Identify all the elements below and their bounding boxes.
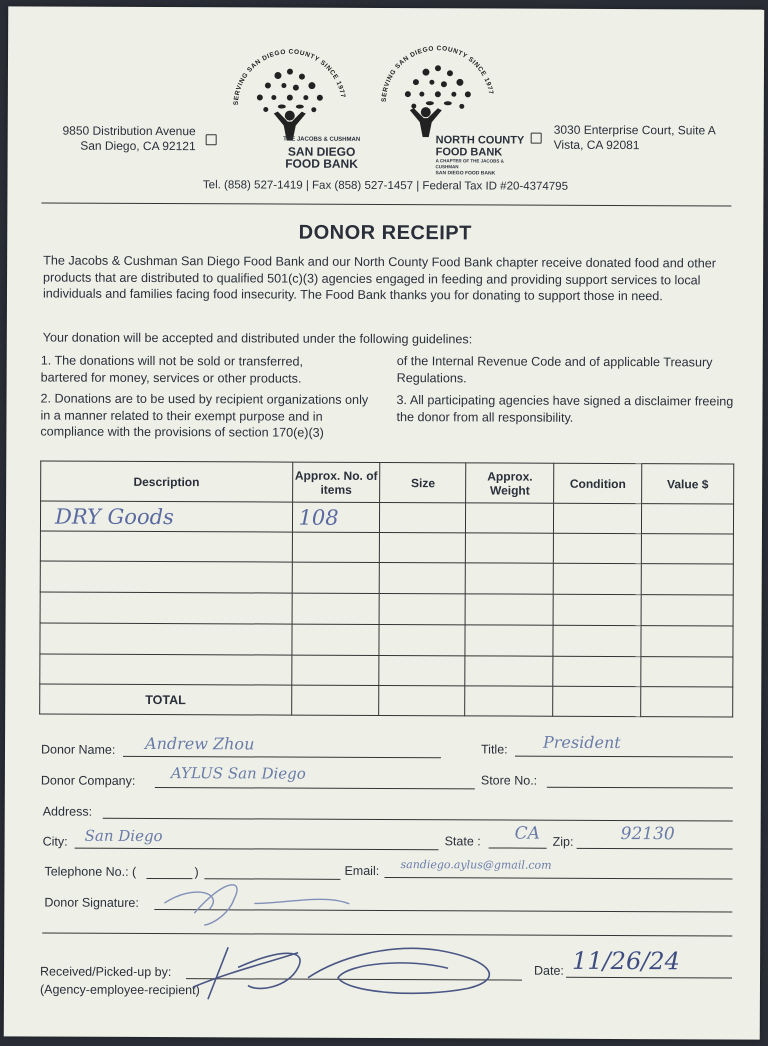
left-address-line1: 9850 Distribution Avenue: [62, 123, 196, 139]
logo-right-line1: NORTH COUNTY: [435, 134, 525, 147]
cell-size[interactable]: [380, 593, 466, 624]
intro-paragraph: The Jacobs & Cushman San Diego Food Bank and our North County Food Bank chapter receive donated food and other products that are distributed to qualified 501(c)(3) agencies engaged in feeding and providing support services to local individuals and families facing food insecurity. The Food Bank thanks you for donating to support those in need.: [42, 253, 716, 304]
cell-weight[interactable]: [466, 533, 554, 563]
logo-left-arc: SERVING SAN DIEGO COUNTY SINCE 1977: [232, 48, 347, 106]
company-label: Donor Company:: [40, 773, 136, 788]
cell-value[interactable]: [641, 657, 733, 687]
header-divider: [41, 203, 731, 207]
state-label: State :: [444, 834, 481, 849]
left-address: [48, 124, 196, 155]
total-value[interactable]: [641, 687, 733, 717]
city-label: City:: [42, 834, 68, 849]
contact-line: Tel. (858) 527-1419 | Fax (858) 527-1457 | Federal Tax ID #20-4374795: [202, 179, 569, 193]
col-value: Value $: [642, 464, 734, 504]
cell-items[interactable]: [292, 532, 380, 562]
guidelines-intro: Your donation will be accepted and distributed under the following guidelines:: [42, 330, 473, 347]
signature-label: Donor Signature:: [44, 895, 139, 910]
store-label: Store No.:: [480, 773, 538, 788]
phone-paren-close: ): [194, 865, 199, 880]
email-value[interactable]: sandiego.aylus@gmail.com: [400, 858, 552, 872]
cell-value[interactable]: [642, 504, 734, 534]
cell-items[interactable]: [292, 593, 380, 624]
city-value[interactable]: San Diego: [84, 826, 163, 846]
city-line: [75, 848, 439, 851]
cell-condition[interactable]: [553, 625, 641, 656]
address-label: Address:: [42, 804, 93, 819]
table-total-row: [40, 684, 733, 717]
cell-condition[interactable]: [554, 533, 642, 563]
table-row: [40, 592, 733, 626]
total-size[interactable]: [379, 685, 465, 715]
left-checkbox-icon: [206, 134, 217, 145]
cell-description[interactable]: [40, 531, 292, 562]
cell-value[interactable]: [641, 564, 733, 595]
logo-right-small1: A CHAPTER OF THE JACOBS & CUSHMAN: [435, 158, 504, 170]
donor-signature-icon: [154, 873, 354, 934]
state-value[interactable]: CA: [514, 823, 540, 844]
title-line: [515, 756, 733, 758]
table-row: [40, 654, 733, 687]
date-line: [566, 977, 732, 979]
right-address: [554, 123, 754, 154]
tree-logo-icon: [220, 45, 360, 141]
donor-receipt-page: [4, 6, 764, 1039]
table-header-row: [41, 461, 734, 504]
cell-condition[interactable]: [554, 503, 642, 533]
table-row: [40, 501, 733, 534]
cell-items[interactable]: [292, 624, 380, 655]
date-label: Date:: [534, 963, 564, 978]
logo-right-line2: FOOD BANK: [435, 146, 503, 159]
cell-items[interactable]: 108: [292, 502, 380, 532]
zip-value[interactable]: 92130: [620, 824, 675, 845]
cell-value[interactable]: [641, 626, 733, 657]
cell-condition[interactable]: [553, 656, 641, 686]
north-county-food-bank-logo: [368, 42, 529, 177]
cell-weight[interactable]: [466, 503, 554, 533]
cell-items[interactable]: [292, 562, 380, 593]
title-value[interactable]: President: [543, 732, 621, 753]
separator-line: [42, 933, 732, 937]
tree-logo-icon: [368, 42, 508, 138]
page-title: DONOR RECEIPT: [298, 221, 472, 245]
company-line: [155, 787, 475, 789]
cell-items[interactable]: [291, 655, 379, 685]
cell-description[interactable]: DRY Goods: [40, 501, 292, 532]
cell-description[interactable]: [40, 623, 292, 655]
received-sub: (Agency-employee-recipient): [39, 982, 200, 998]
store-line: [547, 787, 733, 789]
table-row: [40, 531, 733, 564]
cell-condition[interactable]: [553, 563, 641, 594]
total-label: TOTAL: [40, 684, 292, 715]
email-line: [384, 877, 732, 880]
title-label: Title:: [480, 742, 508, 757]
logo-left-line1: SAN DIEGO: [287, 144, 356, 159]
email-label: Email:: [344, 863, 380, 878]
left-address-line2: San Diego, CA 92121: [80, 138, 196, 154]
logo-left-small: THE JACOBS & CUSHMAN: [283, 136, 361, 143]
guideline-3: 3. All participating agencies have signed a disclaimer freeing the donor from all responsibility.: [396, 393, 734, 425]
donor-name-label: Donor Name:: [40, 742, 116, 757]
donor-name-line: [123, 756, 441, 758]
logo-right-small2: SAN DIEGO FOOD BANK: [435, 170, 496, 177]
cell-weight[interactable]: [465, 594, 553, 625]
cell-size[interactable]: [380, 532, 466, 562]
col-size: Size: [380, 462, 466, 502]
table-row: [40, 623, 733, 657]
company-value[interactable]: AYLUS San Diego: [170, 764, 306, 783]
recipient-signature-icon: [188, 937, 518, 1008]
address-line: [103, 818, 733, 822]
cell-size[interactable]: [379, 655, 465, 685]
zip-line: [577, 848, 733, 850]
right-checkbox-icon: [531, 133, 542, 144]
right-address-line2: Vista, CA 92081: [553, 137, 640, 153]
logo-right-arc: SERVING SAN DIEGO COUNTY SINCE 1977: [380, 45, 495, 103]
donor-name-value[interactable]: Andrew Zhou: [144, 733, 255, 754]
cell-description[interactable]: [40, 654, 292, 685]
col-condition: Condition: [554, 463, 642, 503]
phone-label: Telephone No.: (: [44, 864, 137, 879]
zip-label: Zip:: [552, 834, 574, 849]
col-weight: Approx. Weight: [466, 463, 554, 503]
guideline-2: 2. Donations are to be used by recipient organizations only in a manner related to their exempt purpose and in compliance with the provisions of section 170(e)(3): [40, 391, 369, 440]
cell-size[interactable]: [379, 624, 465, 655]
cell-description[interactable]: [40, 592, 292, 624]
col-description: Description: [41, 461, 293, 502]
cell-size[interactable]: [380, 502, 466, 532]
total-weight[interactable]: [465, 686, 553, 716]
col-items: Approx. No. of items: [292, 462, 380, 502]
cell-weight[interactable]: [466, 563, 554, 594]
state-line: [489, 847, 547, 848]
cell-description[interactable]: [40, 561, 292, 593]
cell-size[interactable]: [380, 562, 466, 593]
total-items[interactable]: [291, 685, 379, 715]
guideline-1: 1. The donations will not be sold or transferred, bartered for money, services or other products.: [40, 353, 304, 386]
received-label: Received/Picked-up by:: [40, 964, 172, 980]
date-value[interactable]: 11/26/24: [572, 946, 680, 976]
san-diego-food-bank-logo: [220, 45, 361, 176]
logo-left-line2: FOOD BANK: [285, 156, 358, 171]
table-row: [40, 561, 733, 595]
guideline-2-continued: of the Internal Revenue Code and of applicable Treasury Regulations.: [396, 354, 713, 385]
total-condition[interactable]: [553, 686, 641, 716]
right-address-line1: 3030 Enterprise Court, Suite A: [553, 122, 716, 138]
cell-condition[interactable]: [553, 594, 641, 625]
cell-weight[interactable]: [465, 625, 553, 656]
cell-weight[interactable]: [465, 656, 553, 686]
cell-value[interactable]: [641, 595, 733, 626]
donation-table: [39, 460, 734, 717]
cell-value[interactable]: [641, 534, 733, 564]
